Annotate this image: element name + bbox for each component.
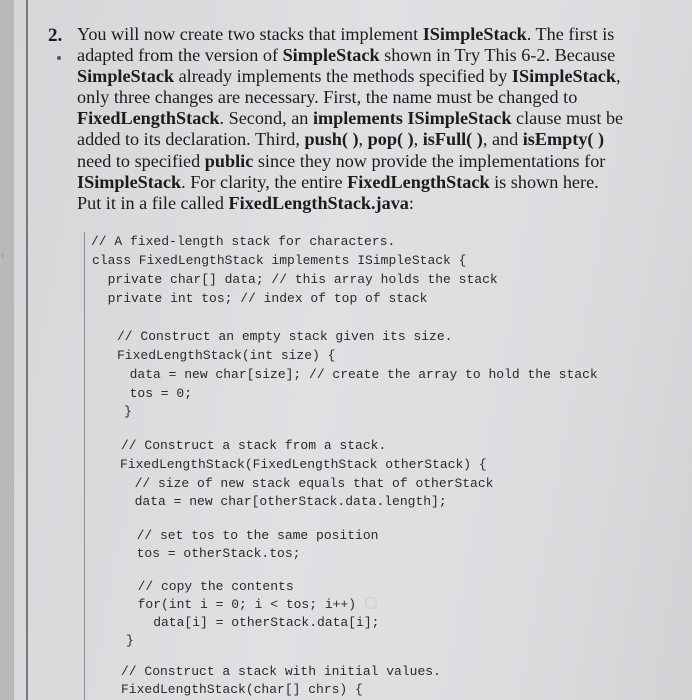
text-run: . Second, an (219, 108, 313, 129)
bold-term: FixedLengthStack (77, 108, 220, 129)
text-run: . The first is (526, 24, 615, 44)
text-run: , (616, 66, 621, 87)
bold-term: implements ISimpleStack (312, 108, 512, 129)
code-line: // Construct an empty stack given its size. (117, 329, 453, 344)
text-run: need to specified (77, 150, 205, 171)
text-run: only three changes are necessary. First, the name must be changed to (77, 87, 578, 108)
code-line: class FixedLengthStack implements ISimpleStack { (92, 253, 467, 268)
code-line: data[i] = otherStack.data[i]; (122, 615, 380, 630)
code-line: data = new char[otherStack.data.length]; (119, 494, 447, 509)
code-line: FixedLengthStack(int size) { (117, 348, 336, 363)
code-line: // copy the contents (122, 579, 294, 594)
text-run: added to its declaration. Third, (77, 129, 305, 150)
code-line: data = new char[size]; // create the array to hold the stack (114, 367, 598, 382)
text-run: . For clarity, the entire (181, 171, 348, 192)
bold-term: SimpleStack (282, 45, 380, 66)
code-line: // Construct a stack with initial values. (121, 664, 441, 679)
text-run: is shown here. (489, 171, 599, 192)
bold-term: isFull( ) (422, 129, 483, 150)
margin-mark: ‹ (0, 248, 5, 262)
pen-circle-mark (365, 597, 377, 609)
bold-term: ISimpleStack (422, 24, 527, 44)
code-line: FixedLengthStack(FixedLengthStack otherStack) { (120, 457, 487, 472)
code-line: } (124, 404, 132, 419)
code-line: // A fixed-length stack for characters. (91, 234, 396, 249)
bold-term: FixedLengthStack (347, 171, 490, 192)
code-line: tos = 0; (114, 386, 193, 401)
code-line: // set tos to the same position (121, 528, 379, 543)
bold-term: isEmpty( ) (522, 129, 605, 150)
text-run: You will now create two stacks that implement (77, 24, 423, 44)
text-run: adapted from the version of (77, 45, 283, 66)
text-run: : (408, 192, 414, 213)
code-line: FixedLengthStack(char[] chrs) { (121, 682, 363, 697)
code-line: } (126, 633, 134, 648)
text-run: clause must be (511, 108, 624, 129)
code-line: tos = otherStack.tos; (121, 546, 301, 561)
code-line: // Construct a stack from a stack. (121, 438, 387, 453)
text-run: already implements the methods specified by (174, 66, 512, 87)
code-line: private char[] data; // this array holds the stack (92, 272, 498, 287)
code-line: // size of new stack equals that of otherStack (119, 476, 494, 491)
code-line: private int tos; // index of top of stack (92, 291, 428, 306)
text-run: Put it in a file called (77, 192, 229, 213)
text-run: , (413, 129, 423, 150)
bold-term: public (204, 150, 254, 171)
text-run: since they now provide the implementations for (253, 150, 606, 171)
bold-term: ISimpleStack (511, 66, 616, 87)
bold-term: ISimpleStack (77, 171, 182, 192)
bold-term: SimpleStack (77, 66, 175, 87)
item-number: 2. (48, 25, 63, 46)
text-run: , and (482, 129, 523, 150)
bold-term: pop( ) (367, 129, 414, 150)
bold-term: FixedLengthStack.java (228, 192, 409, 213)
text-run: , (358, 129, 368, 150)
text-run: shown in Try This 6-2. Because (379, 45, 616, 66)
code-line: for(int i = 0; i < tos; i++) (122, 597, 357, 612)
bold-term: push( ) (304, 129, 359, 150)
